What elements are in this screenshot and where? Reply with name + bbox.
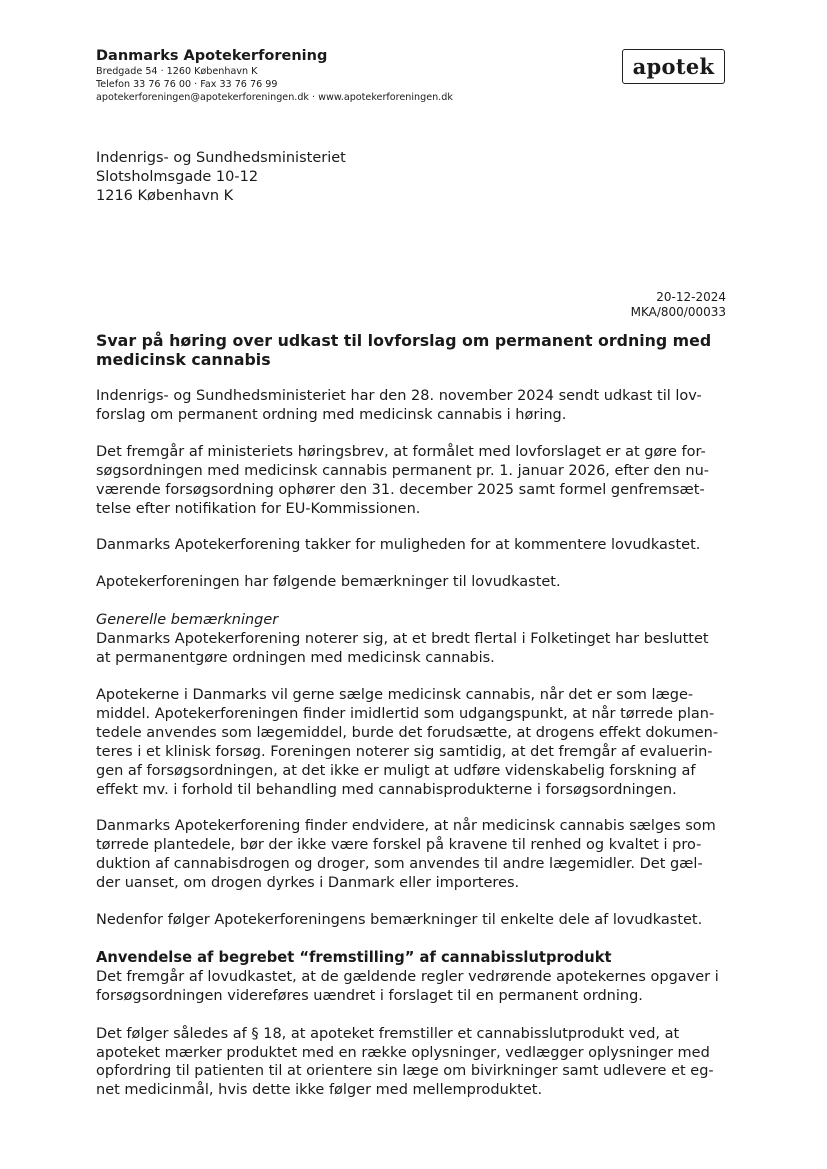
paragraph-thanks bbox=[96, 536, 728, 555]
text-line: værende forsøgsordning ophører den 31. december 2025 samt formel genfremsæt- bbox=[96, 481, 705, 498]
general-remarks-heading: Generelle bemærkninger bbox=[96, 612, 279, 629]
apotek-logo bbox=[622, 49, 725, 84]
text-line: Apotekerne i Danmarks vil gerne sælge medicinsk cannabis, når det er som læge- bbox=[96, 686, 694, 703]
text-line: søgsordningen med medicinsk cannabis permanent pr. 1. januar 2026, efter den nu- bbox=[96, 462, 709, 479]
paragraph-intro bbox=[96, 387, 728, 425]
paragraph-section-18 bbox=[96, 1025, 728, 1101]
text-line: teres i et klinisk forsøg. Foreningen noterer sig samtidig, at det fremgår af evaluerin- bbox=[96, 743, 713, 760]
sender-contact: apotekerforeningen@apotekerforeningen.dk · www.apotekerforeningen.dk bbox=[96, 92, 453, 103]
text-line: Apotekerforeningen har følgende bemærkninger til lovudkastet. bbox=[96, 574, 561, 591]
subject-line: medicinsk cannabis bbox=[96, 350, 271, 369]
text-line: der uanset, om drogen dyrkes i Danmark eller importeres. bbox=[96, 875, 520, 892]
text-line: forsøgsordningen videreføres uændret i forslaget til en permanent ordning. bbox=[96, 987, 643, 1004]
text-line: Danmarks Apotekerforening takker for muligheden for at kommentere lovudkastet. bbox=[96, 537, 701, 554]
text-line: Det fremgår af ministeriets høringsbrev, at formålet med lovforslaget er at gøre for- bbox=[96, 443, 706, 460]
letter-meta bbox=[631, 290, 726, 320]
sender-phone: Telefon 33 76 76 00 · Fax 33 76 76 99 bbox=[96, 79, 278, 90]
text-line: forslag om permanent ordning med medicinsk cannabis i høring. bbox=[96, 406, 567, 423]
letter-date: 20-12-2024 bbox=[656, 290, 726, 304]
text-line: tørrede plantedele, bør der ikke være forskel på kravene til renhed og kvaltet i pro- bbox=[96, 837, 702, 854]
text-line: tedele anvendes som lægemiddel, burde det forudsætte, at drogens effekt dokumen- bbox=[96, 724, 719, 741]
paragraph-pharmacies bbox=[96, 686, 728, 799]
text-line: Danmarks Apotekerforening finder endvidere, at når medicinsk cannabis sælges som bbox=[96, 818, 716, 835]
paragraph-remarks-intro bbox=[96, 573, 728, 592]
paragraph-general bbox=[96, 611, 728, 668]
text-line: apoteket mærker produktet med en række oplysninger, vedlægger oplysninger med bbox=[96, 1044, 710, 1061]
text-line: Det fremgår af lovudkastet, at de gældende regler vedrørende apotekernes opgaver i bbox=[96, 968, 719, 985]
letter-body bbox=[96, 387, 728, 1100]
sender-address: Bredgade 54 · 1260 København K bbox=[96, 66, 258, 77]
paragraph-rules bbox=[96, 968, 728, 1006]
text-line: gen af forsøgsordningen, at det ikke er muligt at udføre videnskabelig forskning af bbox=[96, 762, 696, 779]
subject-line: Svar på høring over udkast til lovforslag om permanent ordning med bbox=[96, 331, 712, 350]
text-line: Nedenfor følger Apotekerforeningens bemærkninger til enkelte dele af lovudkastet. bbox=[96, 912, 703, 929]
paragraph-following bbox=[96, 911, 728, 930]
recipient-name: Indenrigs- og Sundhedsministeriet bbox=[96, 150, 346, 166]
paragraph-quality bbox=[96, 817, 728, 893]
text-line: telse efter notifikation for EU-Kommissionen. bbox=[96, 500, 421, 517]
letterhead bbox=[96, 48, 453, 104]
paragraph-purpose bbox=[96, 443, 728, 519]
recipient-address bbox=[96, 149, 346, 205]
text-line: Danmarks Apotekerforening noterer sig, at et bredt flertal i Folketinget har besluttet bbox=[96, 631, 709, 648]
subject-heading bbox=[96, 331, 736, 369]
text-line: opfordring til patienten til at orientere sin læge om bivirkninger samt udlevere et eg- bbox=[96, 1063, 714, 1080]
text-line: Det følger således af § 18, at apoteket fremstiller et cannabisslutprodukt ved, at bbox=[96, 1025, 680, 1042]
recipient-street: Slotsholmsgade 10-12 bbox=[96, 168, 259, 185]
logo-text: apotek bbox=[632, 54, 715, 79]
text-line: middel. Apotekerforeningen finder imidlertid som udgangspunkt, at når tørrede plan- bbox=[96, 705, 715, 722]
text-line: duktion af cannabisdrogen og droger, som anvendes til andre lægemidler. Det gæl- bbox=[96, 856, 703, 873]
letter-reference: MKA/800/00033 bbox=[630, 305, 726, 319]
text-line: Indenrigs- og Sundhedsministeriet har den 28. november 2024 sendt udkast til lov- bbox=[96, 388, 702, 404]
text-line: net medicinmål, hvis dette ikke følger med mellemproduktet. bbox=[96, 1082, 543, 1099]
sender-name: Danmarks Apotekerforening bbox=[96, 48, 328, 64]
text-line: at permanentgøre ordningen med medicinsk cannabis. bbox=[96, 650, 495, 667]
recipient-city: 1216 København K bbox=[96, 187, 234, 204]
text-line: effekt mv. i forhold til behandling med cannabisprodukterne i forsøgsordningen. bbox=[96, 781, 677, 798]
section-heading-fremstilling: Anvendelse af begrebet “fremstilling” af cannabisslutprodukt bbox=[96, 948, 612, 966]
